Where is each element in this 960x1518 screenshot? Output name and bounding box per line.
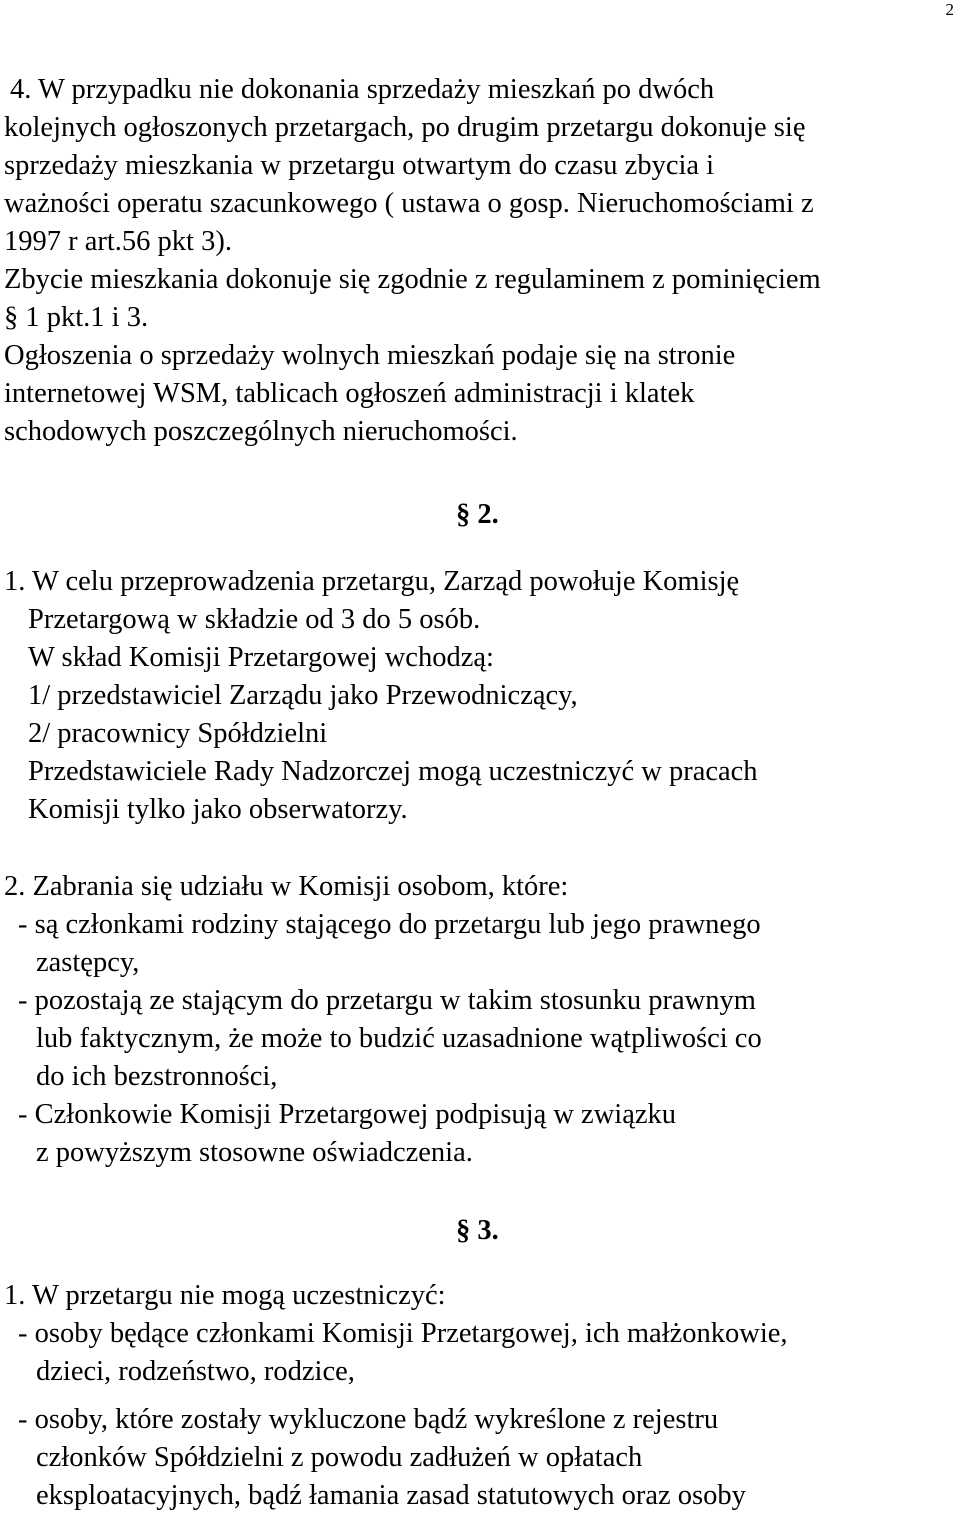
paragraph-line: 2. Zabrania się udziału w Komisji osobom, które: xyxy=(4,871,569,902)
list-item-line: eksploatacyjnych, bądź łamania zasad statutowych oraz osoby xyxy=(36,1480,746,1511)
paragraph-line: 1. W przetargu nie mogą uczestniczyć: xyxy=(4,1280,446,1311)
paragraph-line: sprzedaży mieszkania w przetargu otwartym do czasu zbycia i xyxy=(4,150,715,181)
list-item-line: - są członkami rodziny stającego do przetargu lub jego prawnego xyxy=(18,909,761,940)
list-item-line: z powyższym stosowne oświadczenia. xyxy=(36,1137,473,1168)
list-item-line: - osoby, które zostały wykluczone bądź wykreślone z rejestru xyxy=(18,1404,719,1435)
paragraph-line: 4. W przypadku nie dokonania sprzedaży mieszkań po dwóch xyxy=(10,74,715,105)
paragraph-line: Przetargową w składzie od 3 do 5 osób. xyxy=(28,604,481,635)
paragraph-line: 1997 r art.56 pkt 3). xyxy=(4,226,232,257)
paragraph-line: schodowych poszczególnych nieruchomości. xyxy=(4,416,518,447)
paragraph-line: Ogłoszenia o sprzedaży wolnych mieszkań podaje się na stronie xyxy=(4,340,736,371)
paragraph-line: internetowej WSM, tablicach ogłoszeń administracji i klatek xyxy=(4,378,695,409)
list-item-line: do ich bezstronności, xyxy=(36,1061,278,1092)
paragraph-line: 1. W celu przeprowadzenia przetargu, Zarząd powołuje Komisję xyxy=(4,566,740,597)
page-number: 2 xyxy=(945,0,954,19)
paragraph-line: 2/ pracownicy Spółdzielni xyxy=(28,718,328,749)
paragraph-line: 1/ przedstawiciel Zarządu jako Przewodniczący, xyxy=(28,680,578,711)
list-item-line: - Członkowie Komisji Przetargowej podpisują w związku xyxy=(18,1099,677,1130)
list-item-line: - pozostają ze stającym do przetargu w takim stosunku prawnym xyxy=(18,985,756,1016)
list-item-line: członków Spółdzielni z powodu zadłużeń w opłatach xyxy=(36,1442,643,1473)
paragraph-line: Komisji tylko jako obserwatorzy. xyxy=(28,794,408,825)
list-item-line: - osoby będące członkami Komisji Przetargowej, ich małżonkowie, xyxy=(18,1318,788,1349)
list-item-line: dzieci, rodzeństwo, rodzice, xyxy=(36,1356,355,1387)
section-heading: § 2. xyxy=(456,499,499,530)
paragraph-line: kolejnych ogłoszonych przetargach, po drugim przetargu dokonuje się xyxy=(4,112,806,143)
list-item-line: zastępcy, xyxy=(36,947,140,978)
paragraph-line: ważności operatu szacunkowego ( ustawa o gosp. Nieruchomościami z xyxy=(4,188,814,219)
section-heading: § 3. xyxy=(456,1215,499,1246)
list-item-line: lub faktycznym, że może to budzić uzasadnione wątpliwości co xyxy=(36,1023,762,1054)
paragraph-line: Przedstawiciele Rady Nadzorczej mogą uczestniczyć w pracach xyxy=(28,756,758,787)
paragraph-line: § 1 pkt.1 i 3. xyxy=(4,302,149,333)
paragraph-line: Zbycie mieszkania dokonuje się zgodnie z regulaminem z pominięciem xyxy=(4,264,821,295)
paragraph-line: W skład Komisji Przetargowej wchodzą: xyxy=(28,642,494,673)
